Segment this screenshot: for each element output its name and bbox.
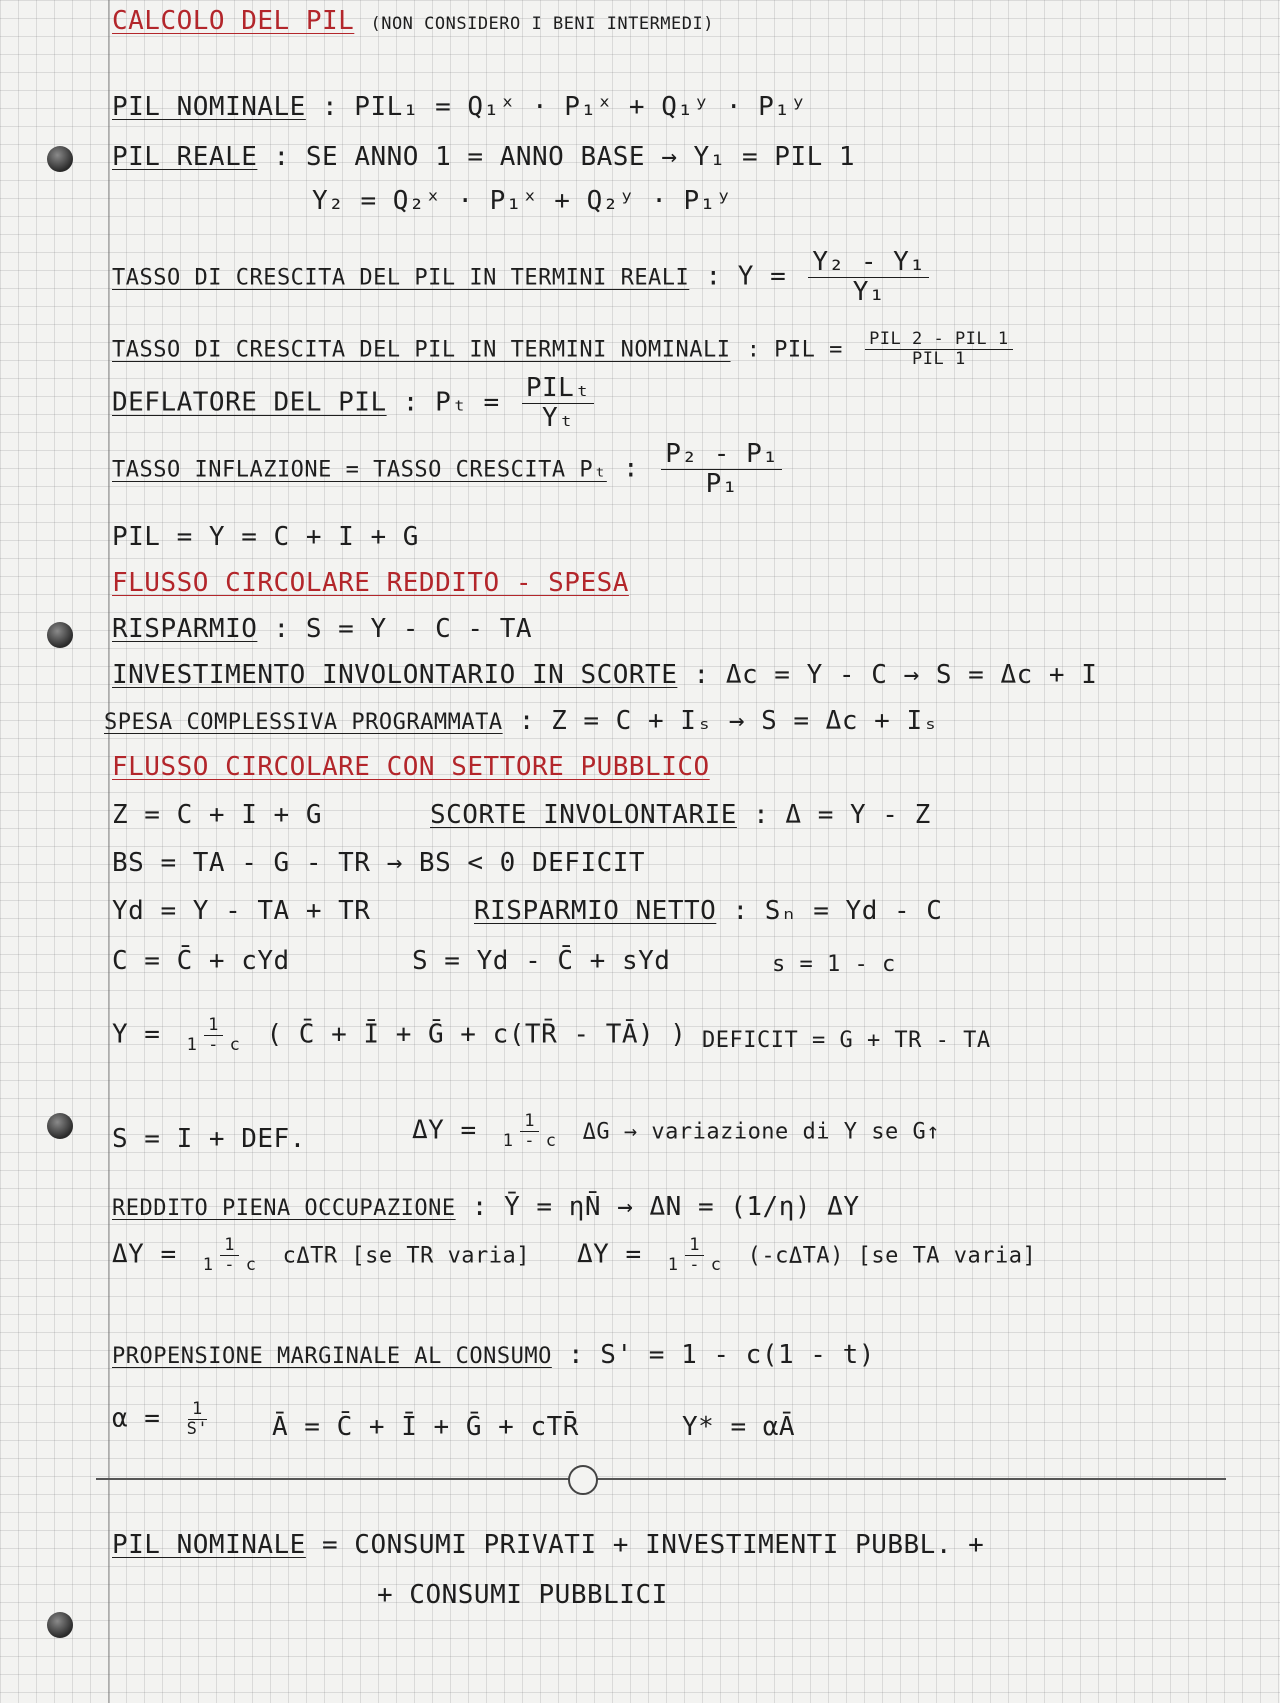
inflazione-fraction — [661, 440, 782, 498]
z-eq: Z = C + I + G — [112, 800, 322, 830]
propensione-line — [112, 1340, 875, 1370]
final-line — [112, 1530, 984, 1560]
delta-tr-num: 1 — [220, 1236, 239, 1256]
risparmio-netto-line — [474, 896, 942, 926]
inflazione-line — [112, 440, 788, 498]
inflazione-den: P₁ — [705, 468, 738, 499]
delta-ta-num: 1 — [685, 1236, 704, 1256]
spesa-line — [104, 706, 939, 736]
y-fraction — [183, 1016, 245, 1054]
tasso-reale-den: Y₁ — [852, 276, 886, 307]
investimento-eq: : Δc = Y - C → S = Δc + I — [693, 660, 1098, 690]
delta-ta-den: 1 - c — [667, 1254, 722, 1275]
binder-hole — [47, 1113, 73, 1139]
tasso-nominale-den: PIL 1 — [912, 348, 966, 369]
yd-line — [112, 896, 370, 926]
alpha-den: S' — [186, 1418, 209, 1439]
s-eq: S = Yd - C̄ + sYd — [412, 946, 671, 976]
bs-eq: BS = TA - G - TR → BS < 0 DEFICIT — [112, 848, 646, 878]
y-line — [112, 1016, 686, 1054]
c-eq: C = C̄ + cYd — [112, 946, 290, 976]
y-star-eq: Y* = αĀ — [682, 1412, 796, 1442]
title-line — [112, 6, 714, 36]
piena-occupazione-eq: : Ȳ = ηN̄ → ΔN = (1/η) ΔY — [471, 1192, 860, 1222]
c-line — [112, 946, 290, 976]
investimento-label: INVESTIMENTO INVOLONTARIO IN SCORTE — [112, 660, 678, 690]
title-note: (NON CONSIDERO I BENI INTERMEDI) — [370, 14, 714, 34]
deflatore-den: Yₜ — [542, 402, 575, 433]
binder-hole — [47, 146, 73, 172]
final-eq: = CONSUMI PRIVATI + INVESTIMENTI PUBBL. + — [322, 1530, 985, 1560]
delta-y-rhs: ΔG → variazione di Y se G↑ — [582, 1119, 940, 1145]
y2-eq: Y₂ = Q₂ˣ · P₁ˣ + Q₂ʸ · P₁ʸ — [312, 186, 732, 216]
delta-y-den: 1 - c — [502, 1130, 557, 1151]
tasso-reale-num: Y₂ - Y₁ — [808, 248, 929, 278]
delta-tr-lhs: ΔY = — [112, 1239, 177, 1270]
yd-eq: Yd = Y - TA + TR — [112, 896, 371, 926]
s-def-eq: S = I + DEF. — [112, 1124, 306, 1154]
separator-circle — [568, 1465, 598, 1495]
tasso-nominale-fraction — [865, 330, 1013, 368]
scorte-line — [430, 800, 931, 830]
deflatore-line — [112, 374, 600, 432]
binder-hole — [47, 1612, 73, 1638]
s-small-line — [772, 952, 896, 977]
final-label: PIL NOMINALE — [112, 1530, 306, 1560]
inflazione-label: TASSO INFLAZIONE = TASSO CRESCITA Pₜ — [112, 457, 607, 483]
spesa-eq: : Z = C + Iₛ → S = Δc + Iₛ — [518, 706, 939, 736]
section-separator — [96, 1478, 1226, 1480]
deficit-line — [702, 1028, 991, 1053]
tasso-reale-label: TASSO DI CRESCITA DEL PIL IN TERMINI REALI — [112, 265, 690, 291]
piena-occupazione-label: REDDITO PIENA OCCUPAZIONE — [112, 1196, 456, 1221]
page-title: CALCOLO DEL PIL — [112, 6, 355, 36]
tasso-reale-line — [112, 248, 935, 306]
pil-nominale-line — [112, 92, 807, 122]
deflatore-num: PILₜ — [522, 374, 595, 404]
y-frac-num: 1 — [204, 1016, 223, 1036]
delta-y-line — [412, 1112, 940, 1150]
y-frac-den: 1 - c — [186, 1034, 241, 1055]
notes-page — [104, 0, 1280, 1703]
risparmio-netto-label: RISPARMIO NETTO — [474, 896, 717, 926]
tasso-nominale-lhs: : PIL = — [746, 337, 843, 363]
tasso-nominale-line — [112, 330, 1019, 368]
delta-tr-rhs: cΔTR [se TR varia] — [282, 1243, 531, 1269]
pil-sum-eq: PIL = Y = C + I + G — [112, 522, 419, 552]
pil-sum-line — [112, 522, 419, 552]
y2-line — [312, 186, 732, 216]
delta-tr-line — [112, 1236, 530, 1274]
scorte-eq: : Δ = Y - Z — [753, 800, 931, 830]
delta-tr-den: 1 - c — [202, 1254, 257, 1275]
alpha-lhs: α = — [112, 1403, 161, 1434]
pil-reale-eq: : SE ANNO 1 = ANNO BASE → Y₁ = PIL 1 — [273, 142, 856, 172]
tasso-reale-lhs: : Y = — [705, 261, 787, 292]
final-eq-2: + CONSUMI PUBBLICI — [377, 1580, 668, 1610]
inflazione-num: P₂ - P₁ — [661, 440, 782, 470]
final-line-2 — [377, 1580, 668, 1610]
deflatore-lhs: : Pₜ = — [402, 387, 500, 418]
y-lhs: Y = — [112, 1019, 161, 1050]
z-line — [112, 800, 322, 830]
inflazione-lhs: : — [622, 453, 640, 484]
risparmio-eq: : S = Y - C - TA — [273, 614, 532, 644]
piena-occupazione-line — [112, 1192, 859, 1222]
pil-nominale-eq: : PIL₁ = Q₁ˣ · P₁ˣ + Q₁ʸ · P₁ʸ — [322, 92, 807, 122]
deflatore-fraction — [522, 374, 595, 432]
pil-reale-label: PIL REALE — [112, 142, 258, 172]
delta-y-lhs: ΔY = — [412, 1115, 477, 1146]
alpha-line — [112, 1400, 218, 1438]
delta-tr-fraction — [199, 1236, 261, 1274]
pil-reale-line — [112, 142, 855, 172]
delta-y-num: 1 — [520, 1112, 539, 1132]
s-small-eq: s = 1 - c — [772, 952, 896, 977]
a-bar-eq: Ā = C̄ + Ī + Ḡ + cTR̄ — [272, 1412, 579, 1442]
alpha-num: 1 — [188, 1400, 207, 1420]
tasso-nominale-num: PIL 2 - PIL 1 — [865, 330, 1013, 350]
delta-ta-rhs: (-cΔTA) [se TA varia] — [747, 1243, 1037, 1269]
y-rhs: ( C̄ + Ī + Ḡ + c(TR̄ - TĀ) ) — [266, 1019, 687, 1050]
y-star-line — [682, 1412, 795, 1442]
risparmio-line — [112, 614, 532, 644]
propensione-eq: : S' = 1 - c(1 - t) — [568, 1340, 875, 1370]
s-line — [412, 946, 670, 976]
flusso-settore-pubblico-heading: FLUSSO CIRCOLARE CON SETTORE PUBBLICO — [112, 752, 710, 782]
alpha-fraction — [183, 1400, 212, 1438]
propensione-label: PROPENSIONE MARGINALE AL CONSUMO — [112, 1344, 552, 1369]
a-bar-line — [272, 1412, 579, 1442]
scorte-label: SCORTE INVOLONTARIE — [430, 800, 737, 830]
flusso-reddito-spesa-heading: FLUSSO CIRCOLARE REDDITO - SPESA — [112, 568, 629, 598]
deficit-eq: DEFICIT = G + TR - TA — [702, 1028, 991, 1053]
margin-line — [108, 0, 110, 1703]
s-def-line — [112, 1124, 306, 1154]
delta-ta-fraction — [664, 1236, 726, 1274]
delta-ta-lhs: ΔY = — [577, 1239, 642, 1270]
tasso-reale-fraction — [808, 248, 929, 306]
deflatore-label: DEFLATORE DEL PIL — [112, 387, 387, 418]
risparmio-label: RISPARMIO — [112, 614, 258, 644]
bs-line — [112, 848, 645, 878]
investimento-line — [112, 660, 1097, 690]
delta-ta-line — [577, 1236, 1036, 1274]
binder-hole — [47, 622, 73, 648]
delta-y-fraction — [499, 1112, 561, 1150]
tasso-nominale-label: TASSO DI CRESCITA DEL PIL IN TERMINI NOMINALI — [112, 337, 731, 363]
spesa-label: SPESA COMPLESSIVA PROGRAMMATA — [104, 710, 503, 735]
risparmio-netto-eq: : Sₙ = Yd - C — [732, 896, 943, 926]
pil-nominale-label: PIL NOMINALE — [112, 92, 306, 122]
